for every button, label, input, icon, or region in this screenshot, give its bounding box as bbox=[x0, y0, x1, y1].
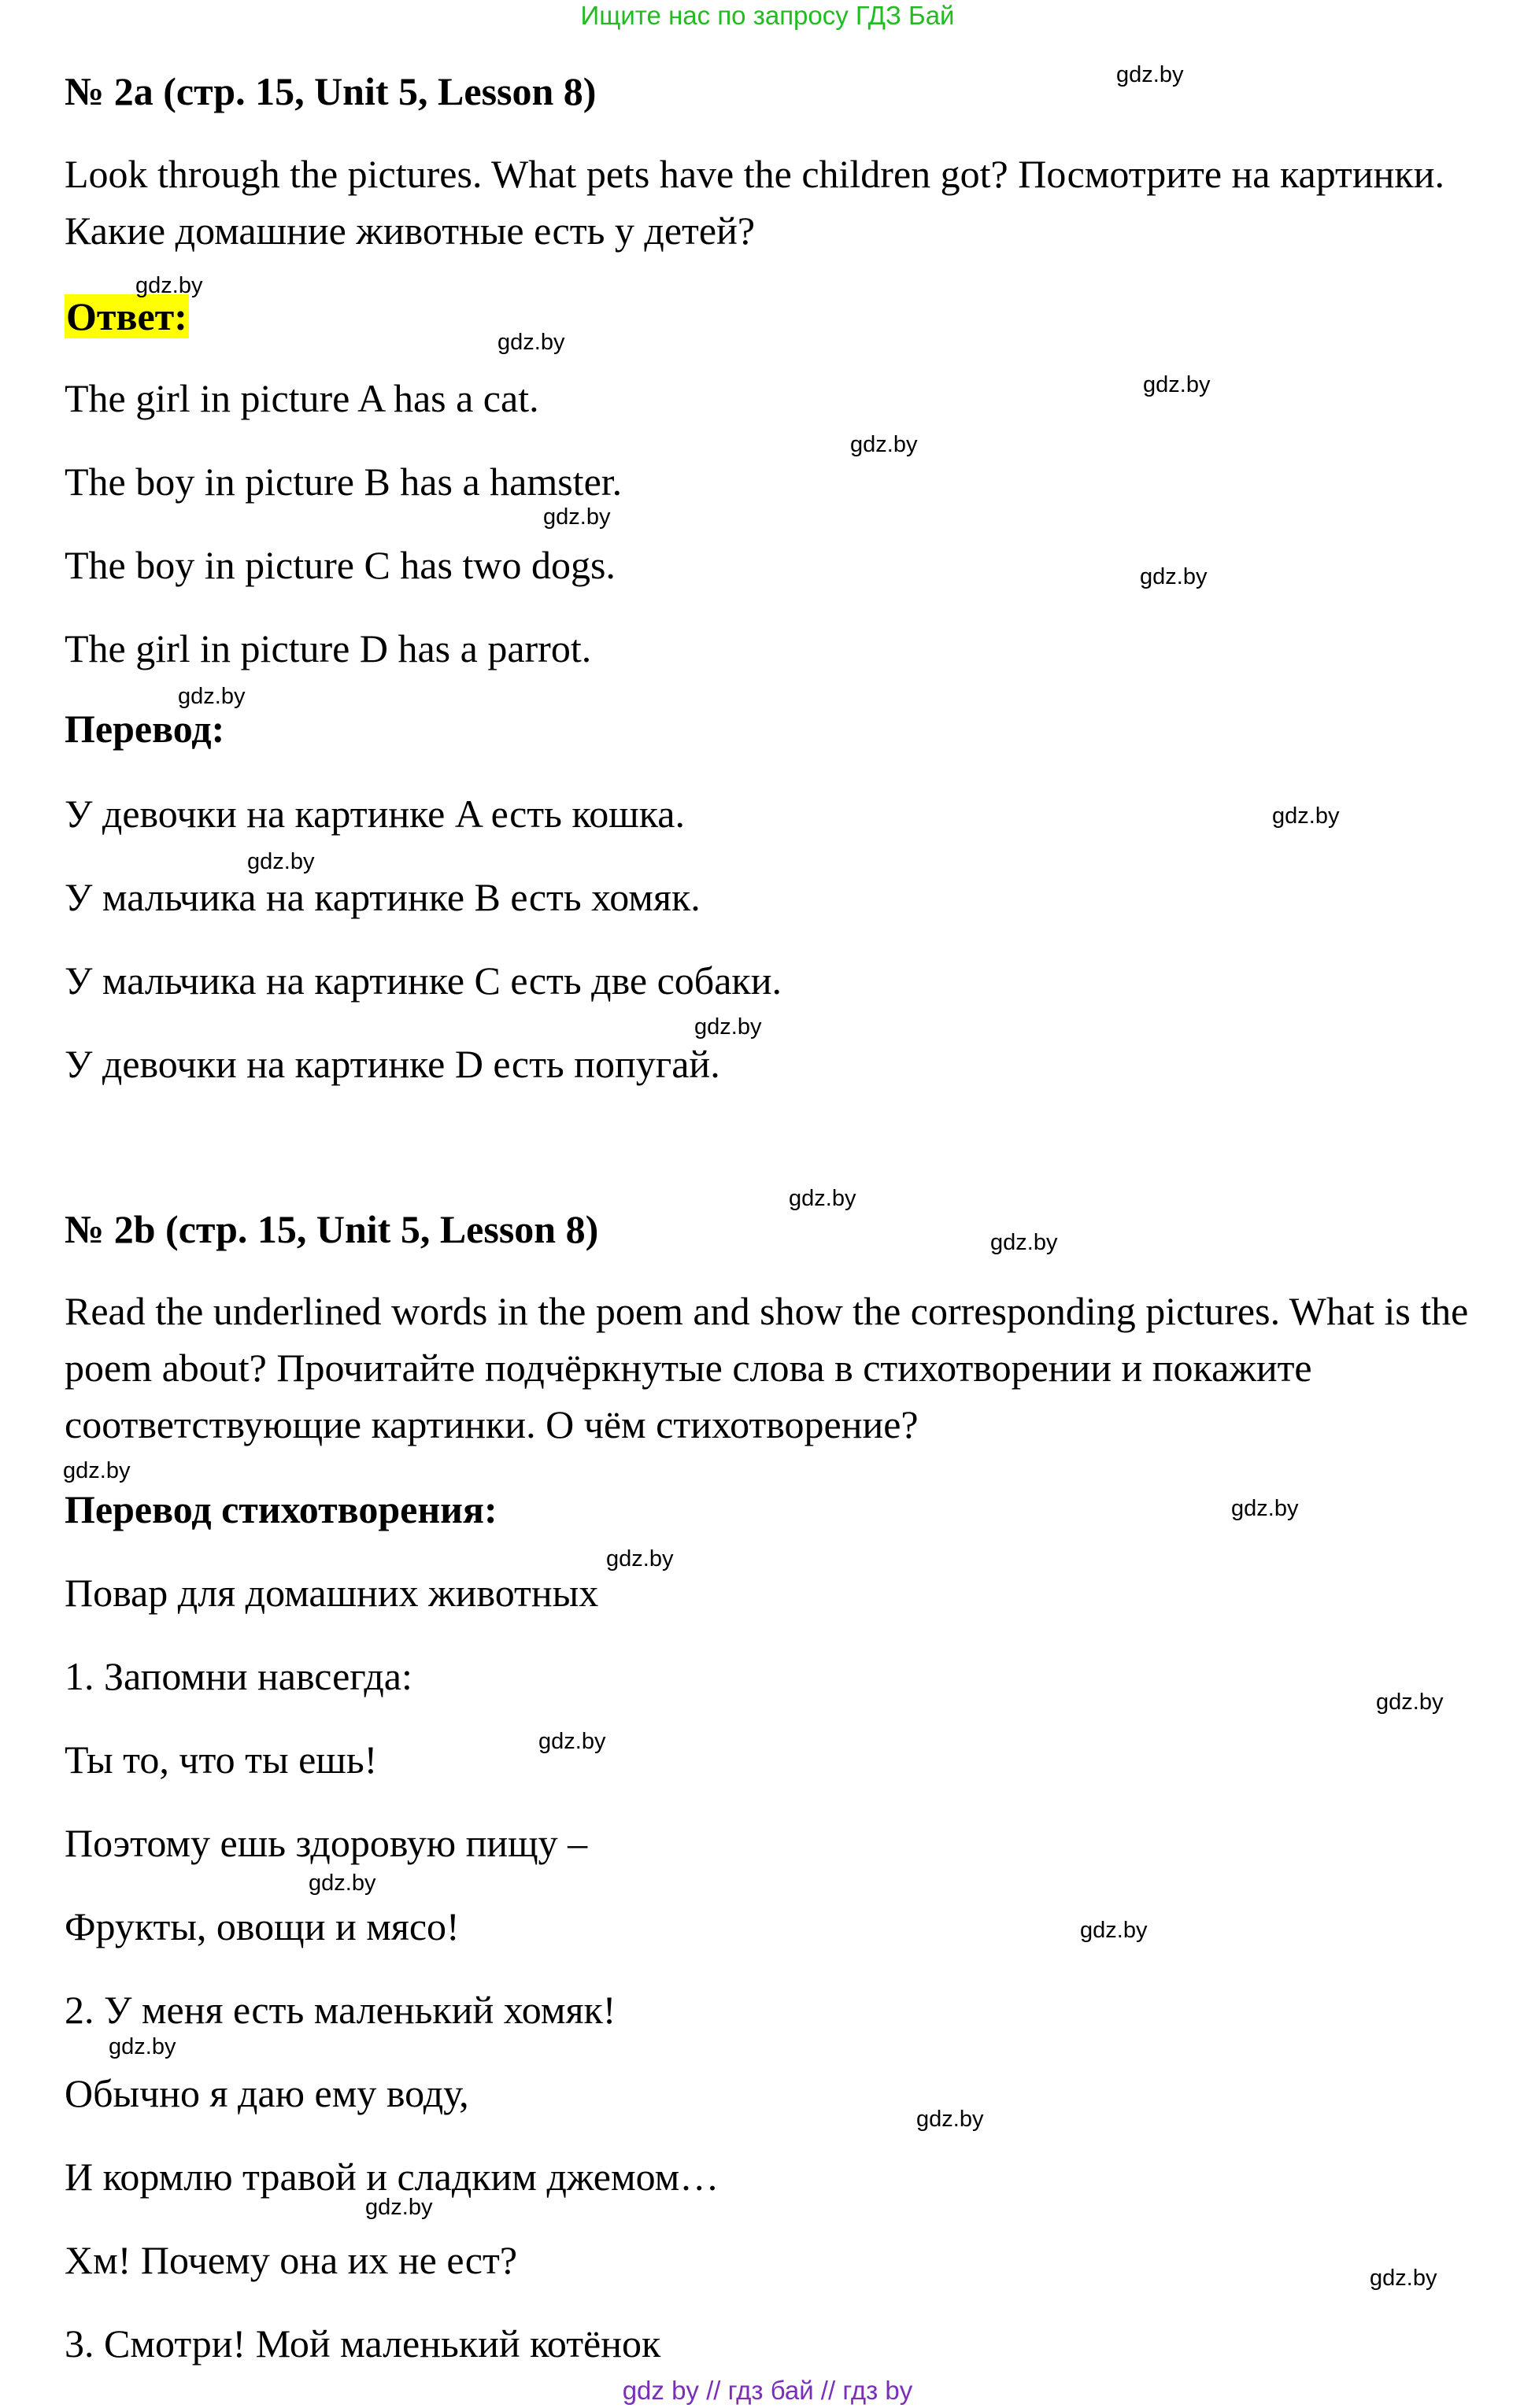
watermark: gdz.by bbox=[497, 330, 565, 355]
translation-line: У мальчика на картинке C есть две собаки. bbox=[65, 958, 782, 1003]
poem-translation-label: Перевод стихотворения: bbox=[65, 1487, 497, 1531]
watermark: gdz.by bbox=[1231, 1496, 1299, 1521]
translation-line: У мальчика на картинке B есть хомяк. bbox=[65, 875, 701, 919]
task-2b-heading: № 2b (стр. 15, Unit 5, Lesson 8) bbox=[65, 1207, 599, 1251]
poem-line: 1. Запомни навсегда: bbox=[65, 1654, 412, 1698]
answer-label-text: Ответ: bbox=[66, 294, 187, 338]
task-2a-question: Look through the pictures. What pets have the children got? Посмотрите на картинки. Какие домашние животные есть у детей? bbox=[65, 152, 1444, 253]
poem-line: Фрукты, овощи и мясо! bbox=[65, 1904, 460, 1948]
watermark: gdz.by bbox=[247, 849, 315, 874]
poem-line: И кормлю травой и сладким джемом… bbox=[65, 2155, 719, 2199]
watermark: gdz.by bbox=[1116, 62, 1184, 87]
watermark: gdz.by bbox=[63, 1458, 131, 1483]
watermark: gdz.by bbox=[135, 273, 203, 298]
poem-line: Хм! Почему она их не ест? bbox=[65, 2238, 518, 2282]
poem-line: Обычно я даю ему воду, bbox=[65, 2071, 469, 2115]
watermark: gdz.by bbox=[1143, 372, 1211, 397]
watermark: gdz.by bbox=[538, 1729, 606, 1754]
watermark: gdz.by bbox=[109, 2034, 176, 2059]
poem-line: Поэтому ешь здоровую пищу – bbox=[65, 1821, 588, 1865]
translation-line: У девочки на картинке A есть кошка. bbox=[65, 792, 685, 836]
answer-line: The boy in picture C has two dogs. bbox=[65, 543, 616, 587]
task-2a-heading: № 2a (стр. 15, Unit 5, Lesson 8) bbox=[65, 69, 597, 113]
watermark: gdz.by bbox=[1370, 2266, 1437, 2291]
watermark: gdz.by bbox=[365, 2195, 433, 2220]
watermark: gdz.by bbox=[606, 1546, 674, 1571]
top-banner: Ищите нас по запросу ГДЗ Бай bbox=[580, 1, 955, 30]
poem-line: 2. У меня есть маленький хомяк! bbox=[65, 1988, 616, 2032]
answer-line: The boy in picture B has a hamster. bbox=[65, 460, 623, 504]
translation-label: Перевод: bbox=[65, 707, 225, 751]
watermark: gdz.by bbox=[694, 1014, 762, 1040]
watermark: gdz.by bbox=[543, 504, 611, 530]
watermark: gdz.by bbox=[1376, 1690, 1444, 1715]
watermark: gdz.by bbox=[1140, 564, 1208, 589]
poem-line: Ты то, что ты ешь! bbox=[65, 1738, 378, 1782]
watermark: gdz.by bbox=[178, 684, 246, 709]
answer-label bbox=[65, 293, 189, 340]
answer-line: The girl in picture A has a cat. bbox=[65, 376, 539, 420]
watermark: gdz.by bbox=[309, 1871, 376, 1896]
answer-line: The girl in picture D has a parrot. bbox=[65, 626, 592, 670]
translation-line: У девочки на картинке D есть попугай. bbox=[65, 1042, 720, 1086]
watermark: gdz.by bbox=[1080, 1918, 1148, 1943]
watermark: gdz.by bbox=[1272, 803, 1340, 829]
watermark: gdz.by bbox=[789, 1186, 856, 1211]
poem-title: Повар для домашних животных bbox=[65, 1571, 599, 1615]
task-2b-question: Read the underlined words in the poem and show the corresponding pictures. What is the poem about? Прочитайте подчёркнутые слова в стихотворении и покажите соответствующие картинки. О чём стихотворение? bbox=[65, 1289, 1469, 1446]
poem-line: 3. Смотри! Мой маленький котёнок bbox=[65, 2321, 661, 2366]
watermark: gdz.by bbox=[850, 432, 918, 457]
footer: gdz by // гдз бай // гдз by bbox=[622, 2376, 913, 2405]
watermark: gdz.by bbox=[990, 1230, 1058, 1255]
watermark: gdz.by bbox=[916, 2107, 984, 2132]
